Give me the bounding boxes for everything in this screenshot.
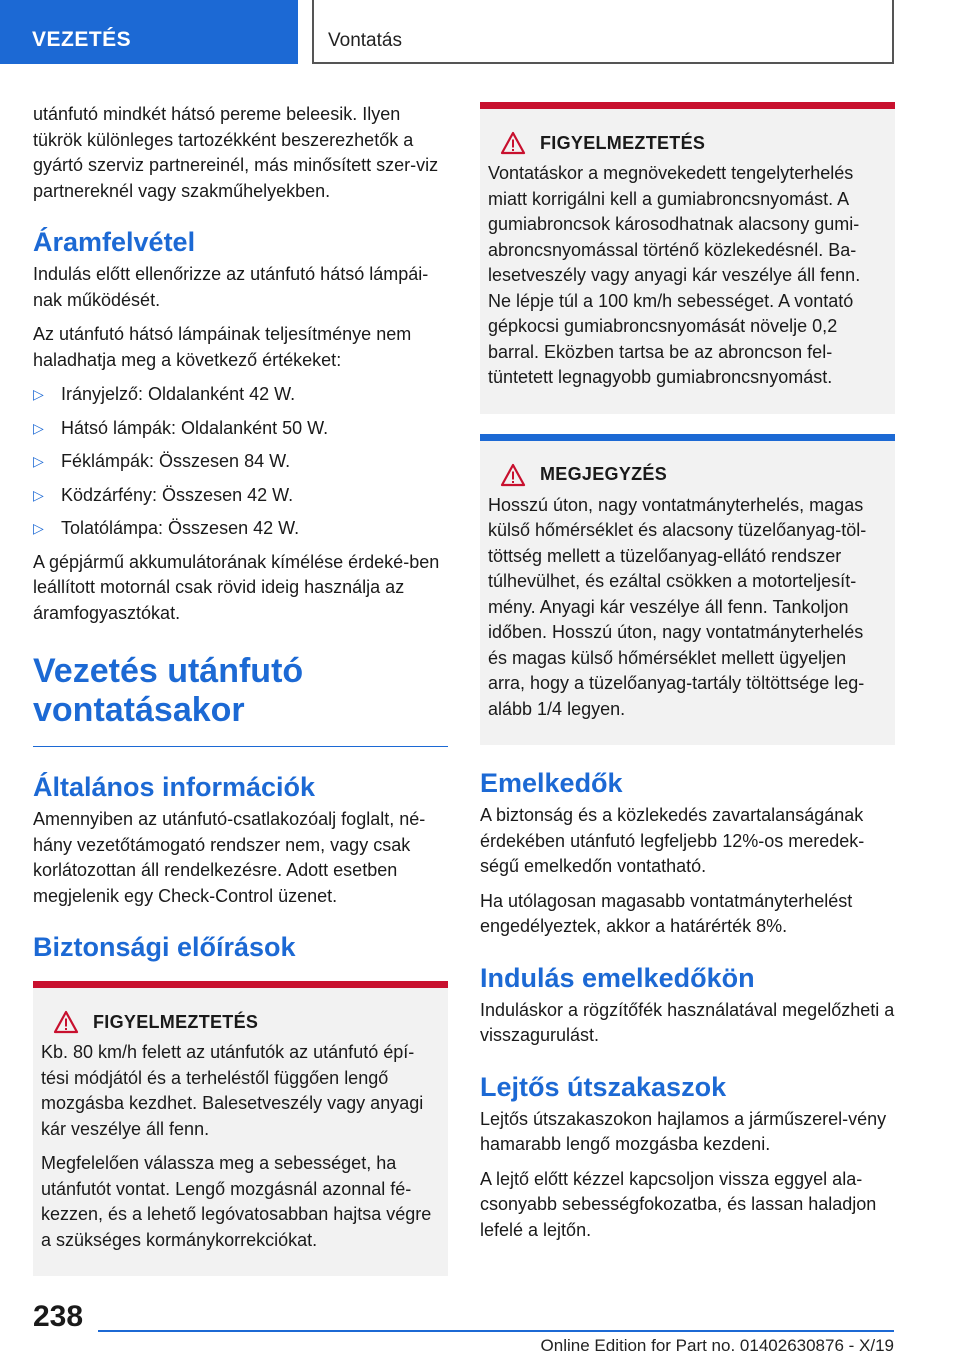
- power-paragraph-1: Indulás előtt ellenőrizze az utánfutó hátsó lámpái-nak működését.: [33, 264, 429, 310]
- chapter-title: Vontatás: [328, 30, 402, 51]
- warning-triangle-icon: [53, 1010, 79, 1034]
- hills-paragraph-2: Ha utólagosan magasabb vontatmányterhelést engedélyeztek, akkor a határérték 8%.: [480, 890, 853, 936]
- section-tab: [0, 0, 298, 64]
- note-box-fuel: [480, 434, 895, 746]
- list-item: ▷ Tolatólámpa: Összesen 42 W.: [33, 516, 448, 542]
- warning-box-tyres: [480, 102, 895, 414]
- edition-footer: Online Edition for Part no. 01402630876 - X/19: [540, 1336, 894, 1355]
- warning-triangle-icon: [500, 463, 526, 487]
- list-item: ▷ Féklámpák: Összesen 84 W.: [33, 449, 448, 475]
- intro-paragraph: utánfutó mindkét hátsó pereme beleesik. Ilyen tükrök különleges tartozékként beszerezhetők a gyártó szerviz partnereinél, más minősített szer-viz partnereknél vagy szakműhelyekben.: [33, 104, 439, 201]
- list-item: ▷ Ködzárfény: Összesen 42 W.: [33, 483, 448, 509]
- warning-title: FIGYELMEZTETÉS: [540, 132, 706, 153]
- heading-main: Vezetés utánfutó vontatásakor: [33, 652, 448, 747]
- list-item: ▷ Hátsó lámpák: Oldalanként 50 W.: [33, 416, 448, 442]
- heading-general: Általános információk: [33, 772, 316, 802]
- note-title: MEGJEGYZÉS: [540, 464, 668, 484]
- downhill-paragraph-1: Lejtős útszakaszokon hajlamos a járműszerel-vény hamarabb lengő mozgásba kezdeni.: [480, 1108, 887, 1154]
- warning-paragraph-2: Megfelelően válassza meg a sebességet, ha utánfutót vontat. Lengő mozgásnál azonnal fé-kezzen, és a lehető legóvatosabban hajtsa végre a szükséges kormánykorrekciókat.: [41, 1153, 432, 1250]
- warning-triangle-icon: [500, 131, 526, 155]
- general-paragraph: Amennyiben az utánfutó-csatlakozóalj foglalt, né-hány vezetőtámogató rendszer nem, vagy csak korlátozottan áll rendelkezésre. Adott esetben megjelenik egy Check-Control üzenet.: [33, 809, 426, 906]
- chapter-header: [312, 0, 894, 64]
- warning-paragraph: Vontatáskor a megnövekedett tengelyterhelés miatt korrigálni kell a gumiabroncsnyomást. A gumiabroncsok károsodhatnak alacsony gumi-abroncsnyomással történő közlekedésnél. Ba-lesetveszély vagy anyagi kár veszélye áll fenn. Ne lépje túl a 100 km/h sebességet. A vontató gépkocsi gumiabroncsnyomását növelje 0,2 barral. Eközben tartsa be az abroncson fel-tüntetett legnagyobb gumiabroncsnyomást.: [488, 163, 861, 387]
- warning-title: FIGYELMEZTETÉS: [93, 1011, 259, 1032]
- left-column: [33, 102, 448, 1276]
- page-number: 238: [33, 1300, 84, 1333]
- heading-downhill: Lejtős útszakaszok: [480, 1071, 727, 1102]
- note-header: [500, 463, 887, 487]
- power-paragraph-3: A gépjármű akkumulátorának kímélése érdeké-ben leállított motornál csak rövid ideig használja az áramfogyasztókat.: [33, 551, 440, 623]
- power-limits-list: [33, 382, 448, 542]
- warning-header: [500, 131, 887, 155]
- hill-start-paragraph: Induláskor a rögzítőfék használatával megelőzheti a visszagurulást.: [480, 999, 895, 1045]
- downhill-paragraph-2: A lejtő előtt kézzel kapcsoljon vissza eggyel ala-csonyabb sebességfokozatba, és lassan haladjon lefelé a lejtőn.: [480, 1168, 877, 1240]
- footer-divider: [98, 1330, 894, 1332]
- warning-header: [53, 1010, 440, 1034]
- heading-hill-start: Indulás emelkedőkön: [480, 962, 755, 993]
- right-column: [480, 102, 895, 1252]
- hills-paragraph-1: A biztonság és a közlekedés zavartalanságának érdekében utánfutó legfeljebb 12%-os meredek-ségű emelkedőn vontatható.: [480, 805, 865, 876]
- power-paragraph-2: Az utánfutó hátsó lámpáinak teljesítménye nem haladhatja meg a következő értékeket:: [33, 324, 412, 370]
- warning-paragraph-1: Kb. 80 km/h felett az utánfutók az utánfutó épí-tési módjától és a terheléstől függően lengő mozgásba kezdhet. Balesetveszély vagy anyagi kár veszélye áll fenn.: [41, 1042, 424, 1139]
- section-label: VEZETÉS: [32, 28, 132, 51]
- heading-power: Áramfelvétel: [33, 227, 196, 257]
- warning-box-speed: [33, 981, 448, 1276]
- heading-safety: Biztonsági előírások: [33, 932, 296, 962]
- list-item: ▷ Irányjelző: Oldalanként 42 W.: [33, 382, 448, 408]
- note-paragraph: Hosszú úton, nagy vontatmányterhelés, magas külső hőmérséklet és alacsony tüzelőanyag-töl-töttség mellett a tüzelőanyag-ellátó rendszer túlhevülhet, és ezáltal csökken a motorteljesít-mény. Anyagi kár veszélye áll fenn. Tankoljon időben. Hosszú úton, nagy vontatmányterhelés és magas külső hőmérséklet mellett ügyeljen arra, hogy a tüzelőanyag-tartály töltöttsége leg-alább 1/4 legyen.: [488, 494, 867, 719]
- heading-hills: Emelkedők: [480, 768, 623, 798]
